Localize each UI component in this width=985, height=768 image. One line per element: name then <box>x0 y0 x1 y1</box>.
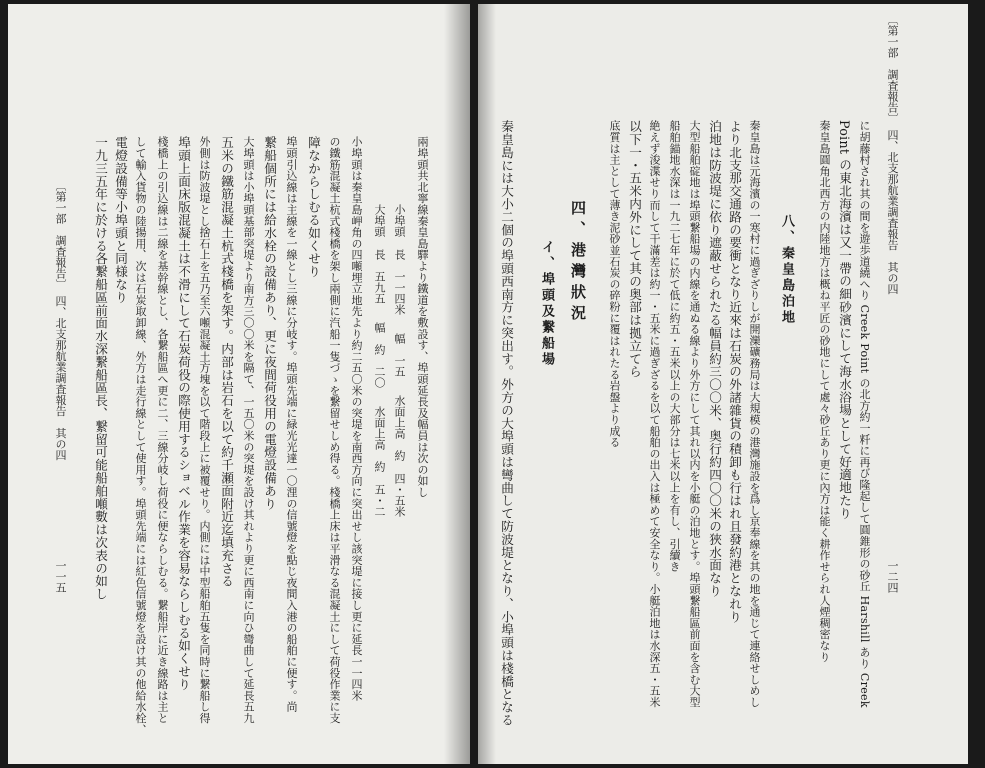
anchorage-column-5: 船舶錨地水深は一九二七年に於て低に約五・五米以上の大部分は七米以上を有し、引續き <box>668 120 681 572</box>
left-column-12: の鐵筋混凝土杭式棧橋を架し兩側に汽船一隻づゝを繋留せしめ得る。棧橋上床は平滑なる混凝土にして荷役作業に支 <box>328 136 341 724</box>
pier-description: 秦皇島には大小二個の埠頭西南方に突出す。外方の大埠頭は彎曲して防波堤となり、小埠頭は棧橋となる <box>499 120 514 727</box>
left-column-3: して輸入貨物の陸揚用、次は石炭取卸線、外方は走行線として使用す。埠頭先端には紅色信號燈を設け其の他給水栓、 <box>134 136 147 735</box>
left-column-4: 棧橋上の引込線は二線を基幹線とし、各繋船區へ更に二、三線分岐し荷役に便ならしむる。繋船岸に近き線路は主と <box>156 136 169 724</box>
anchorage-column-4: 大型船舶碇地は埠頭繋船場の内線を通ぬる線より外方にして其れ以内を小艇の泊地とす。埠頭繋船區前面を含む大型 <box>688 120 701 708</box>
gutter-shadow-left <box>444 4 470 764</box>
left-column-8: 大埠頭は小埠頭基部突堤より南方三〇〇米を隔て、一五〇米の突堤を設け其れより更に西南に向ひ彎曲して延長五九 <box>242 136 255 724</box>
left-column-1: 一九三五年に於ける各繋船區前面水深繋船區長、繋留可能船舶噸數は次表の如し <box>93 136 108 601</box>
table-row-name: 大埠頭 <box>373 204 386 237</box>
pier-table-row-small: 小埠頭 長 一一四米 幅 一五 水面上高 約 四・五米 <box>393 204 406 517</box>
section-one-title: イ、埠頭及繋船場 <box>539 240 554 368</box>
left-column-2: 電燈設備等小埠頭と同様なり <box>113 136 128 304</box>
left-page-number: 一一五 <box>54 560 67 593</box>
pier-intro-text: 兩埠頭共北寧線秦皇島驛より鐵道を敷設す、埠頭延長及幅員は次の如し <box>416 136 429 498</box>
table-row-name: 小埠頭 <box>393 204 406 237</box>
left-column-6: 外側は防波堤とし捨石上を五乃至六噸混凝土方塊を以て階段上に被覆せり。内側には中型船舶五隻を同時に繋船し得 <box>198 136 211 724</box>
left-column-10: 埠頭引込線は主線を一線とし三線に分岐す。埠頭先端に緑光光達一〇浬の信號燈を點じ夜間入港の船舶に便す。尚 <box>285 136 298 713</box>
right-column-1: に胡藤村され其の間を遊歩道繞へり Creek Point の北方約一粁に再び隆起して圓錐形の砂丘 Harshill あり Creek <box>858 120 871 708</box>
right-column-3: 秦皇島圓角北西方の内陸地方は概ね平匠の砂地にして處々砂丘あり更に內方は能く耕作せられ人煙稠密なり <box>818 120 831 663</box>
left-column-7: 五米の鐵筋混凝土杭式棧橋を架す。内部は岩石を以て約千瀬面附近迄填充さる <box>219 136 234 588</box>
right-page <box>478 4 968 764</box>
section-eight-title: 八、秦皇島泊地 <box>779 214 794 326</box>
anchorage-column-1: 秦皇島は元海濱の一寒村に過ぎざりしが開灤礦務局は大規模の港灣施設を爲し京奉線を其の地を通じて連絡せしめし <box>748 120 761 708</box>
left-page <box>8 4 470 764</box>
right-page-number: 一二四 <box>886 560 899 593</box>
right-column-2: Point の東北海濱は又一帶の細砂濱にして海水浴場として好適地たり <box>837 120 852 520</box>
anchorage-column-2: より北支那交通路の要衝となり近來は石炭の外諸雜貨の積卸も行はれ且發約港となれり <box>727 120 742 624</box>
left-running-header: 〔第一部 調査報告〕 四、北支那航業調査報告 其の四 <box>54 180 67 461</box>
anchorage-column-6: 絶えず浚渫せり而して干滿差は約一・五米に過ぎざるを以て船舶の出入は極めて安全なり。小艇泊地は水深五・五米 <box>648 120 661 708</box>
anchorage-column-7: 以下一・五米内外にして其の奥部は拠立てら <box>627 120 642 378</box>
gutter-shadow-right <box>478 4 496 764</box>
left-column-5: 埠頭上面床版混凝土は不滑にして石炭荷役の際使用するショベル作業を容易ならしむる如くせり <box>176 136 191 691</box>
left-column-11: 障なからしむる如くせり <box>306 136 321 278</box>
left-column-13: 小埠頭は秦皇島岬角の四噸埋立地先より約二五〇米の突堤を南西方向に突出せし該突堤に接し更に延長一一四米 <box>350 136 363 701</box>
anchorage-column-3: 泊地は防波堤に依り遮蔽せられたる幅員約三〇〇米、奥行約四〇〇米の狹水面なり <box>707 120 722 598</box>
right-running-header: 〔第一部 調査報告〕 四、北支那航業調査報告 其の四 <box>886 14 899 295</box>
chapter-title: 四、港灣狀況 <box>569 200 587 326</box>
left-column-9: 繋船個所には給水栓の設備あり、更に夜間荷役用の電燈設備あり <box>262 136 277 511</box>
pier-table-row-large: 大埠頭 長 五九五 幅 約 二〇 水面上高 約 五・二 <box>373 204 386 517</box>
anchorage-column-8: 底質は主として薄き泥砂並石炭の碎粉に覆はれたる岩盤より成る <box>608 120 621 448</box>
